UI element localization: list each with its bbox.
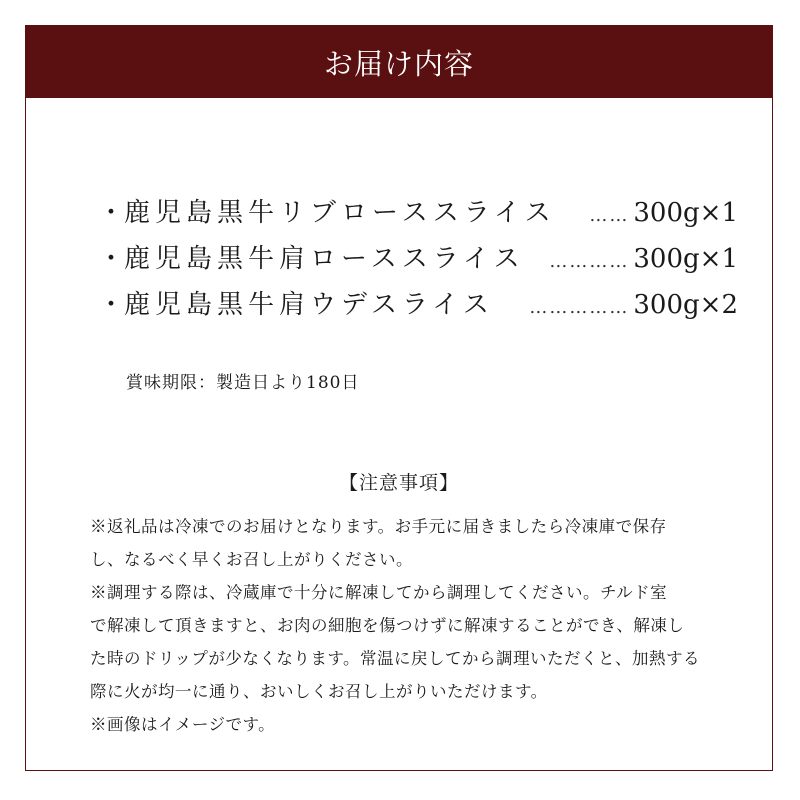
- item-bullet: ・: [98, 290, 125, 320]
- item-list: [98, 192, 738, 330]
- list-item: [98, 238, 738, 284]
- item-quantity: 300g×1: [633, 244, 738, 274]
- list-item: [98, 284, 738, 330]
- item-name: 鹿児島黒牛リブローススライス: [124, 198, 556, 228]
- item-leader-dots: ……………: [529, 297, 630, 318]
- header-title: お届け内容: [323, 46, 474, 81]
- item-name: 鹿児島黒牛肩ウデスライス: [124, 290, 494, 320]
- notes-title: 【注意事項】: [338, 472, 459, 494]
- notes-line: ※返礼品は冷凍でのお届けとなります。お手元に届きましたら冷凍庫で保存: [90, 517, 667, 536]
- notes-body: [90, 510, 750, 741]
- item-leader-dots: ……: [589, 205, 630, 226]
- notes-line: ※調理する際は、冷蔵庫で十分に解凍してから調理してください。チルド室: [90, 583, 668, 602]
- notes-line: 際に火が均一に通り、おいしくお召し上がりいただけます。: [90, 682, 548, 701]
- item-quantity: 300g×2: [633, 290, 738, 320]
- list-item: [98, 192, 738, 238]
- expiry-note: 賞味期限：製造日より180日: [126, 373, 360, 393]
- item-leader-dots: …………: [549, 251, 630, 272]
- notes-line: で解凍して頂きますと、お肉の細胞を傷つけずに解凍することができ、解凍し: [90, 616, 685, 635]
- section-header: [26, 26, 772, 98]
- item-bullet: ・: [98, 198, 125, 228]
- item-bullet: ・: [98, 244, 125, 274]
- item-name: 鹿児島黒牛肩ローススライス: [124, 244, 525, 274]
- item-quantity: 300g×1: [633, 198, 738, 228]
- content-frame: [25, 25, 773, 771]
- notes-line: し、なるべく早くお召し上がりください。: [90, 550, 413, 569]
- notes-line: ※画像はイメージです。: [90, 715, 276, 734]
- notes-line: た時のドリップが少なくなります。常温に戻してから調理いただくと、加熱する: [90, 649, 701, 668]
